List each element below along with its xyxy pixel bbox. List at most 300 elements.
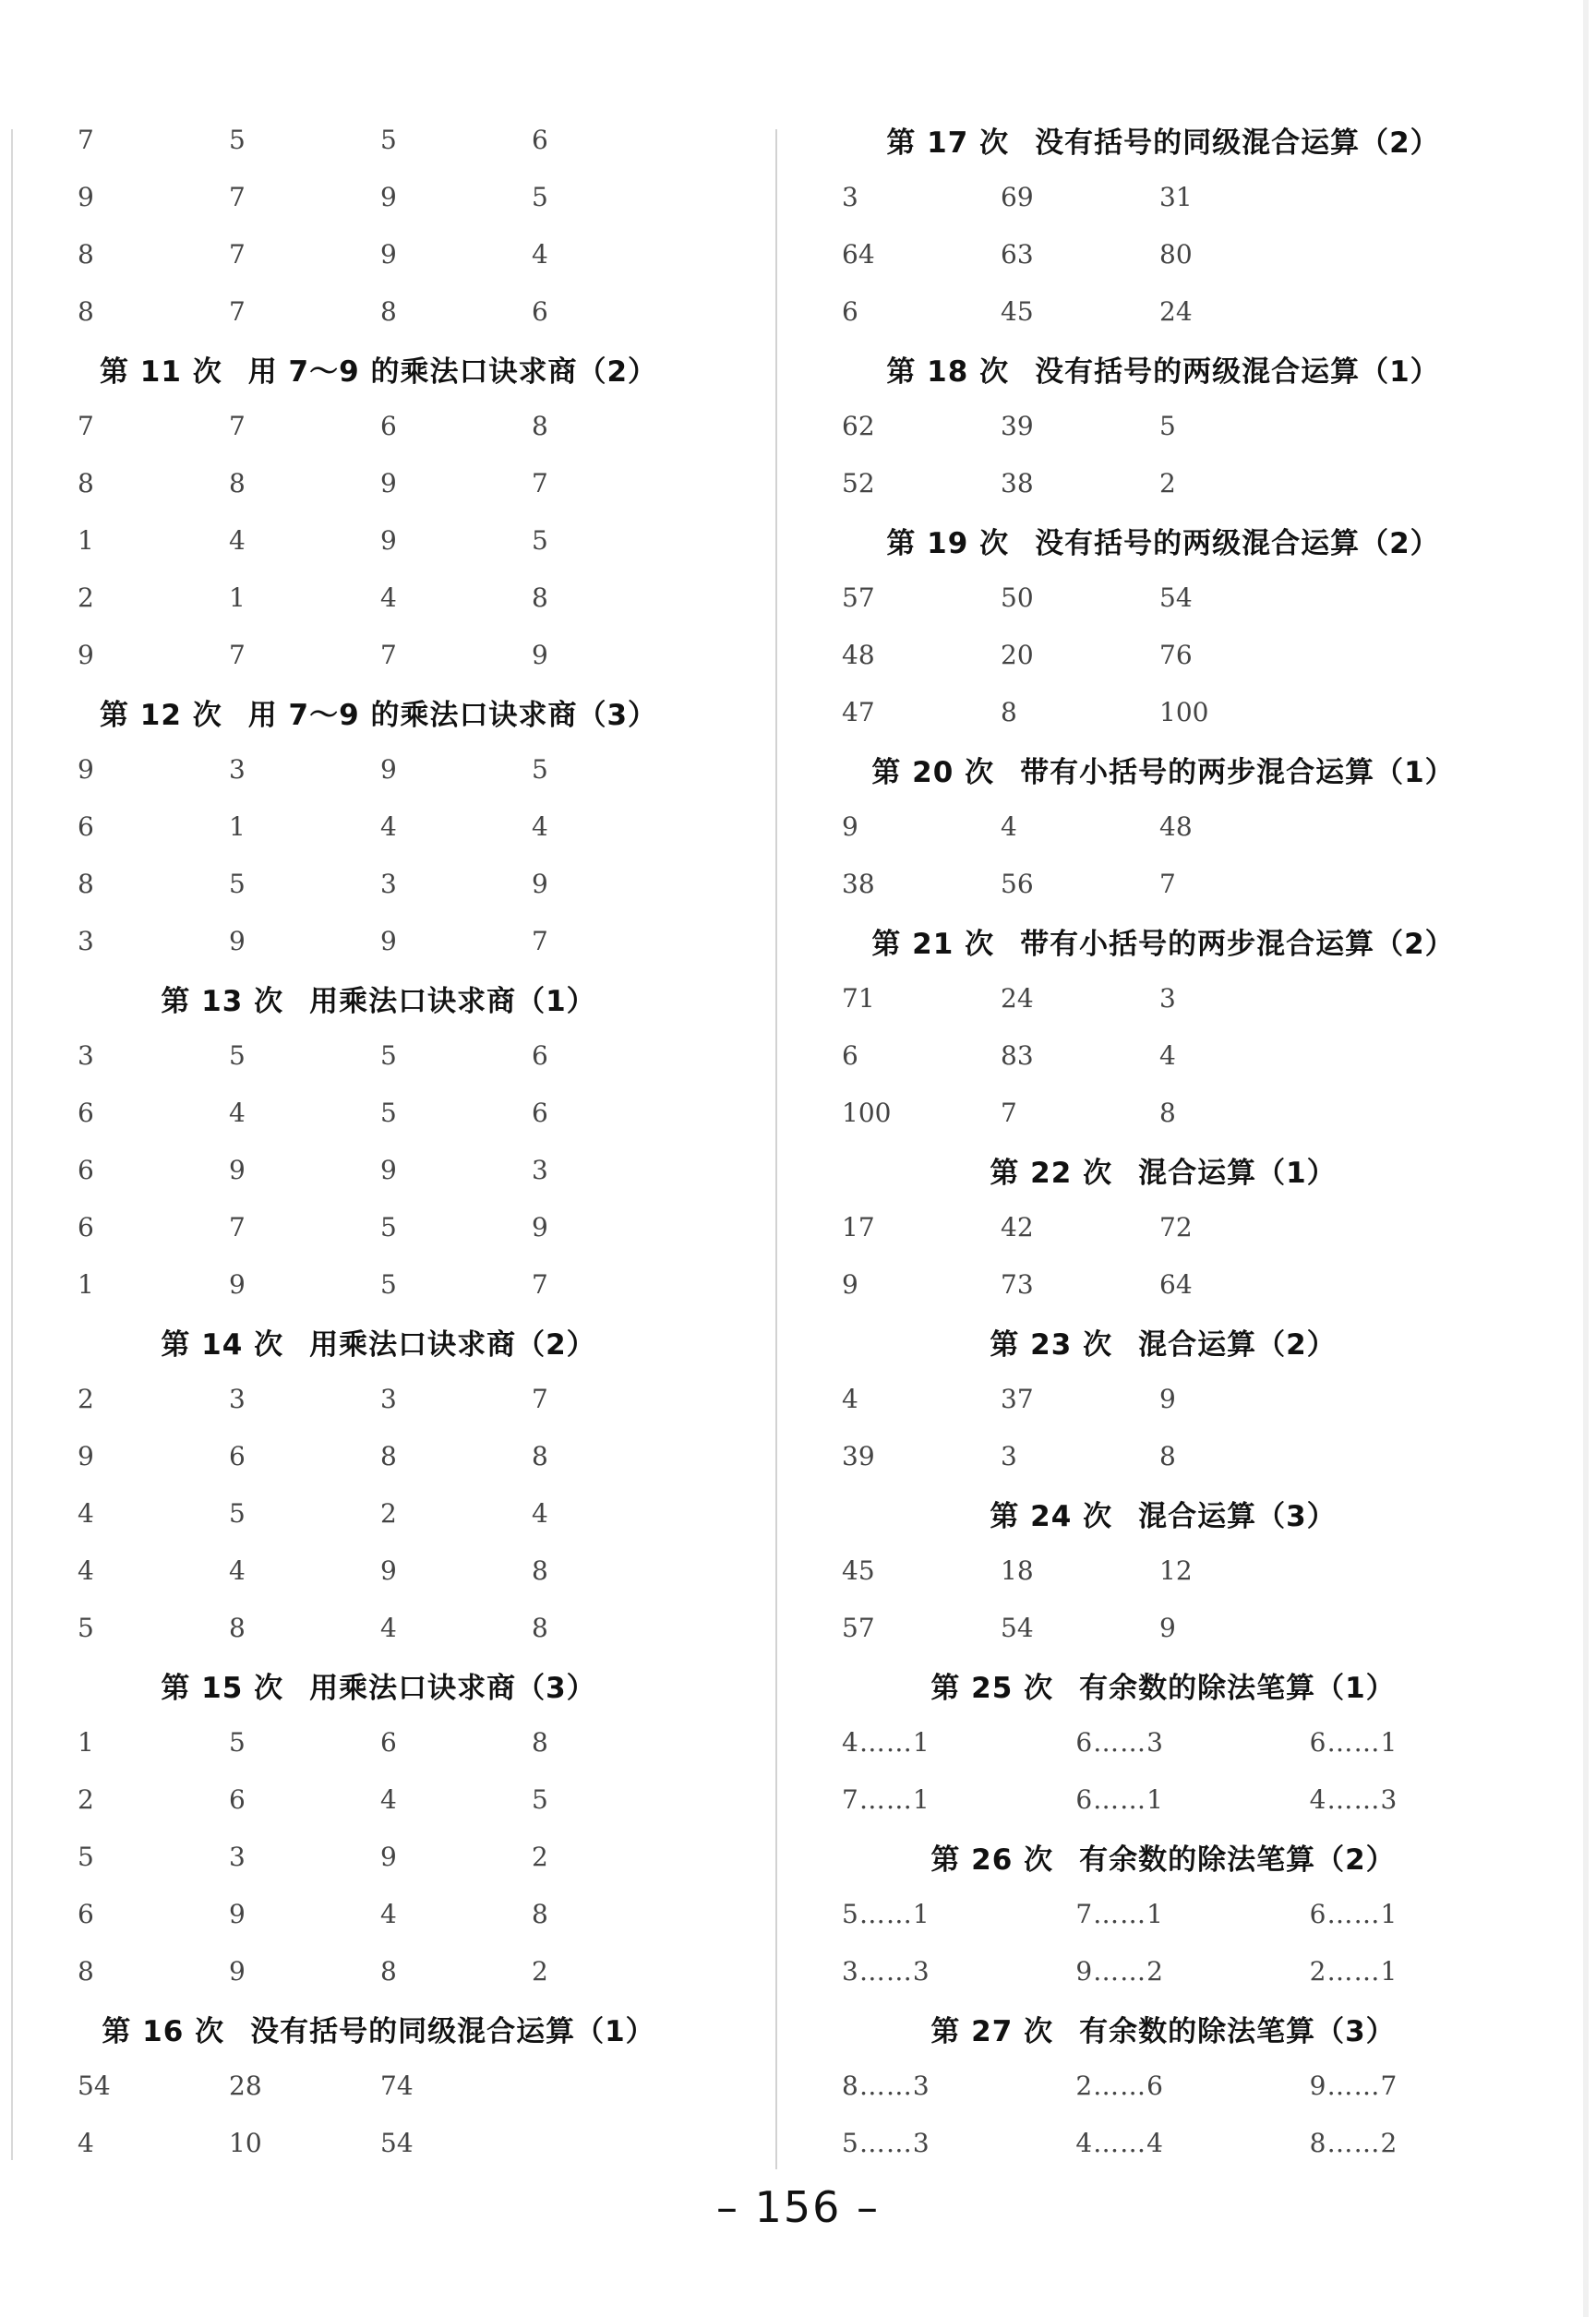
answer-row xyxy=(55,454,702,511)
answer-value: 8……2 xyxy=(1309,2127,1398,2158)
section-heading xyxy=(812,740,1514,798)
answer-value: 54 xyxy=(78,2070,111,2101)
answer-value: 3 xyxy=(1159,982,1176,1014)
answer-value: 9 xyxy=(532,1211,548,1243)
answer-row xyxy=(812,282,1514,340)
answer-row xyxy=(812,225,1514,282)
answer-value: 3 xyxy=(1001,1440,1017,1471)
answer-value: 6 xyxy=(229,1440,246,1471)
answer-value: 4 xyxy=(532,810,548,842)
answer-value: 42 xyxy=(1001,1211,1034,1243)
answer-value: 83 xyxy=(1001,1039,1034,1071)
answer-value: 6 xyxy=(842,1039,858,1071)
answer-row xyxy=(55,1942,702,1999)
answer-value: 9 xyxy=(78,753,94,785)
answer-row xyxy=(55,1255,702,1313)
section-title: 用乘法口诀求商（3） xyxy=(309,1671,596,1705)
answer-value: 38 xyxy=(1001,467,1034,498)
answer-value: 9 xyxy=(532,868,548,899)
answer-row xyxy=(55,855,702,912)
answer-value: 6……1 xyxy=(1309,1726,1398,1758)
right-answer-column xyxy=(812,111,1514,2171)
answer-row xyxy=(812,569,1514,626)
answer-value: 45 xyxy=(842,1555,875,1586)
answer-value: 4 xyxy=(229,524,246,556)
section-title: 混合运算（2） xyxy=(1138,1327,1337,1362)
answer-value: 5 xyxy=(380,1039,397,1071)
page-number: – 156 – xyxy=(715,2182,881,2232)
answer-value: 6 xyxy=(78,810,94,842)
answer-value: 6 xyxy=(78,1898,94,1929)
answer-row xyxy=(812,168,1514,225)
answer-value: 3 xyxy=(532,1154,548,1185)
answer-value: 4……4 xyxy=(1075,2127,1164,2158)
answer-value: 3……3 xyxy=(842,1955,930,1987)
answer-value: 4 xyxy=(842,1383,858,1414)
answer-value: 71 xyxy=(842,982,875,1014)
answer-value: 8……3 xyxy=(842,2070,930,2101)
section-heading xyxy=(812,1828,1514,1885)
answer-value: 8 xyxy=(532,582,548,613)
answer-row xyxy=(55,511,702,569)
answer-value: 5 xyxy=(380,124,397,155)
answer-value: 4 xyxy=(1001,810,1017,842)
answer-value: 8 xyxy=(532,1440,548,1471)
answer-value: 7 xyxy=(229,1211,246,1243)
answer-value: 8 xyxy=(78,467,94,498)
answer-value: 72 xyxy=(1159,1211,1193,1243)
answer-row xyxy=(55,397,702,454)
answer-value: 24 xyxy=(1159,295,1193,327)
answer-value: 4 xyxy=(78,1555,94,1586)
answer-row xyxy=(812,855,1514,912)
section-title: 没有括号的两级混合运算（2） xyxy=(1035,526,1440,560)
answer-value: 8 xyxy=(532,1898,548,1929)
answer-row xyxy=(812,1370,1514,1427)
answer-value: 4……3 xyxy=(1309,1783,1398,1815)
answer-value: 7 xyxy=(380,639,397,670)
section-number: 第 14 次 xyxy=(161,1327,284,1362)
answer-value: 6 xyxy=(229,1783,246,1815)
answer-value: 6 xyxy=(78,1211,94,1243)
answer-value: 2 xyxy=(78,1783,94,1815)
answer-value: 9 xyxy=(380,238,397,270)
answer-value: 3 xyxy=(78,925,94,956)
answer-value: 69 xyxy=(1001,181,1034,212)
answer-value: 47 xyxy=(842,696,875,727)
answer-value: 8 xyxy=(78,238,94,270)
answer-value: 5 xyxy=(229,1726,246,1758)
answer-row xyxy=(55,1484,702,1542)
answer-value: 9 xyxy=(380,1154,397,1185)
answer-value: 39 xyxy=(1001,410,1034,441)
answer-value: 9 xyxy=(380,925,397,956)
section-number: 第 24 次 xyxy=(990,1499,1113,1533)
answer-value: 8 xyxy=(380,1955,397,1987)
answer-value: 7 xyxy=(78,410,94,441)
answer-value: 2 xyxy=(532,1841,548,1872)
answer-row xyxy=(55,282,702,340)
answer-value: 2 xyxy=(78,582,94,613)
answer-value: 18 xyxy=(1001,1555,1034,1586)
answer-value: 73 xyxy=(1001,1268,1034,1300)
answer-row xyxy=(55,168,702,225)
section-title: 带有小括号的两步混合运算（2） xyxy=(1020,927,1455,961)
answer-value: 48 xyxy=(1159,810,1193,842)
answer-value: 38 xyxy=(842,868,875,899)
section-title: 有余数的除法笔算（2） xyxy=(1079,1843,1396,1877)
section-heading xyxy=(812,111,1514,168)
section-number: 第 22 次 xyxy=(990,1156,1113,1190)
answer-value: 9 xyxy=(78,181,94,212)
answer-value: 5 xyxy=(229,868,246,899)
answer-value: 7 xyxy=(532,1268,548,1300)
answer-value: 1 xyxy=(78,1268,94,1300)
answer-value: 64 xyxy=(842,238,875,270)
answer-row xyxy=(55,1599,702,1656)
answer-value: 6 xyxy=(532,295,548,327)
section-heading xyxy=(812,511,1514,569)
answer-value: 54 xyxy=(1159,582,1193,613)
answer-value: 4 xyxy=(532,1497,548,1529)
answer-row xyxy=(55,1828,702,1885)
section-title: 用 7～9 的乘法口诀求商（2） xyxy=(247,354,658,389)
answer-row xyxy=(55,1885,702,1942)
answer-row xyxy=(55,626,702,683)
answer-value: 80 xyxy=(1159,238,1193,270)
answer-value: 5 xyxy=(78,1612,94,1643)
answer-value: 7 xyxy=(229,295,246,327)
section-title: 用乘法口诀求商（1） xyxy=(309,984,596,1018)
answer-value: 6 xyxy=(532,1097,548,1128)
section-number: 第 13 次 xyxy=(161,984,284,1018)
answer-row xyxy=(812,1885,1514,1942)
answer-value: 31 xyxy=(1159,181,1193,212)
answer-value: 63 xyxy=(1001,238,1034,270)
section-title: 混合运算（3） xyxy=(1138,1499,1337,1533)
section-number: 第 20 次 xyxy=(871,755,995,789)
answer-row xyxy=(812,1942,1514,1999)
answer-value: 50 xyxy=(1001,582,1034,613)
answer-value: 6 xyxy=(532,124,548,155)
answer-row xyxy=(812,1771,1514,1828)
section-heading xyxy=(55,969,702,1026)
section-title: 用乘法口诀求商（2） xyxy=(309,1327,596,1362)
answer-value: 7 xyxy=(229,181,246,212)
answer-value: 48 xyxy=(842,639,875,670)
section-number: 第 15 次 xyxy=(161,1671,284,1705)
answer-value: 5 xyxy=(229,1497,246,1529)
answer-value: 3 xyxy=(229,753,246,785)
answer-value: 7 xyxy=(229,639,246,670)
section-number: 第 23 次 xyxy=(990,1327,1113,1362)
section-heading xyxy=(812,1656,1514,1713)
section-heading xyxy=(812,340,1514,397)
section-number: 第 16 次 xyxy=(102,2014,225,2048)
answer-row xyxy=(55,1427,702,1484)
answer-value: 9 xyxy=(380,1841,397,1872)
answer-value: 17 xyxy=(842,1211,875,1243)
answer-value: 3 xyxy=(380,1383,397,1414)
answer-value: 9 xyxy=(380,753,397,785)
answer-value: 8 xyxy=(229,1612,246,1643)
answer-value: 20 xyxy=(1001,639,1034,670)
answer-value: 9……2 xyxy=(1075,1955,1164,1987)
answer-value: 6 xyxy=(78,1154,94,1185)
answer-value: 5 xyxy=(380,1268,397,1300)
answer-value: 6 xyxy=(380,1726,397,1758)
answer-row xyxy=(812,1713,1514,1771)
answer-value: 9 xyxy=(229,1955,246,1987)
answer-value: 9 xyxy=(380,1555,397,1586)
answer-value: 76 xyxy=(1159,639,1193,670)
answer-value: 4 xyxy=(532,238,548,270)
left-answer-column xyxy=(55,111,702,2171)
answer-value: 100 xyxy=(842,1097,892,1128)
page-edge xyxy=(11,129,13,2160)
answer-row xyxy=(812,683,1514,740)
answer-row xyxy=(812,1198,1514,1255)
section-heading xyxy=(55,1313,702,1370)
answer-value: 4……1 xyxy=(842,1726,930,1758)
column-divider xyxy=(775,129,777,2169)
section-heading xyxy=(812,1484,1514,1542)
answer-row xyxy=(55,1026,702,1084)
answer-row xyxy=(55,1084,702,1141)
answer-value: 7 xyxy=(229,238,246,270)
answer-value: 28 xyxy=(229,2070,262,2101)
answer-value: 2 xyxy=(1159,467,1176,498)
answer-value: 5……3 xyxy=(842,2127,930,2158)
answer-value: 8 xyxy=(78,1955,94,1987)
answer-value: 9 xyxy=(842,1268,858,1300)
answer-value: 64 xyxy=(1159,1268,1193,1300)
answer-value: 9 xyxy=(380,181,397,212)
answer-value: 1 xyxy=(229,810,246,842)
section-number: 第 27 次 xyxy=(930,2014,1054,2048)
answer-value: 7 xyxy=(1159,868,1176,899)
answer-value: 1 xyxy=(229,582,246,613)
answer-value: 24 xyxy=(1001,982,1034,1014)
answer-value: 1 xyxy=(78,524,94,556)
answer-value: 57 xyxy=(842,1612,875,1643)
answer-value: 8 xyxy=(380,295,397,327)
answer-value: 8 xyxy=(380,1440,397,1471)
answer-row xyxy=(812,1542,1514,1599)
answer-row xyxy=(55,1713,702,1771)
answer-value: 9 xyxy=(1159,1383,1176,1414)
section-heading xyxy=(812,1313,1514,1370)
answer-value: 3 xyxy=(842,181,858,212)
answer-value: 4 xyxy=(78,1497,94,1529)
answer-row xyxy=(55,1771,702,1828)
answer-value: 3 xyxy=(229,1383,246,1414)
answer-value: 7 xyxy=(78,124,94,155)
answer-value: 7 xyxy=(532,467,548,498)
answer-value: 39 xyxy=(842,1440,875,1471)
answer-row xyxy=(55,912,702,969)
section-number: 第 17 次 xyxy=(886,126,1010,160)
answer-value: 7 xyxy=(532,925,548,956)
answer-value: 5 xyxy=(532,524,548,556)
answer-value: 5……1 xyxy=(842,1898,930,1929)
answer-row xyxy=(812,969,1514,1026)
answer-value: 3 xyxy=(380,868,397,899)
answer-row xyxy=(812,2057,1514,2114)
section-heading xyxy=(55,1656,702,1713)
answer-value: 9 xyxy=(229,1268,246,1300)
answer-value: 8 xyxy=(532,410,548,441)
answer-value: 6……3 xyxy=(1075,1726,1164,1758)
section-heading xyxy=(812,1999,1514,2057)
answer-value: 4 xyxy=(380,1898,397,1929)
answer-value: 5 xyxy=(380,1211,397,1243)
answer-value: 9 xyxy=(229,925,246,956)
answer-row xyxy=(55,111,702,168)
section-number: 第 12 次 xyxy=(99,698,222,732)
answer-value: 9 xyxy=(842,810,858,842)
answer-value: 9 xyxy=(229,1898,246,1929)
answer-value: 4 xyxy=(229,1555,246,1586)
answer-row xyxy=(55,798,702,855)
answer-value: 9 xyxy=(229,1154,246,1185)
answer-row xyxy=(55,225,702,282)
answer-value: 4 xyxy=(380,1783,397,1815)
answer-value: 37 xyxy=(1001,1383,1034,1414)
section-title: 混合运算（1） xyxy=(1138,1156,1337,1190)
section-title: 用 7～9 的乘法口诀求商（3） xyxy=(247,698,658,732)
answer-value: 7 xyxy=(229,410,246,441)
answer-row xyxy=(812,1599,1514,1656)
answer-value: 2 xyxy=(532,1955,548,1987)
answer-row xyxy=(55,1141,702,1198)
answer-row xyxy=(812,397,1514,454)
answer-value: 8 xyxy=(229,467,246,498)
section-number: 第 25 次 xyxy=(930,1671,1054,1705)
answer-row xyxy=(812,798,1514,855)
section-number: 第 18 次 xyxy=(886,354,1010,389)
section-title: 带有小括号的两步混合运算（1） xyxy=(1020,755,1455,789)
answer-value: 57 xyxy=(842,582,875,613)
answer-value: 4 xyxy=(229,1097,246,1128)
answer-row xyxy=(55,1370,702,1427)
answer-value: 9 xyxy=(380,524,397,556)
answer-row xyxy=(812,1026,1514,1084)
answer-row xyxy=(55,2057,702,2114)
answer-row xyxy=(812,1427,1514,1484)
answer-value: 4 xyxy=(380,582,397,613)
section-heading xyxy=(812,912,1514,969)
answer-value: 8 xyxy=(1159,1440,1176,1471)
answer-value: 9 xyxy=(1159,1612,1176,1643)
answer-value: 56 xyxy=(1001,868,1034,899)
answer-value: 5 xyxy=(532,753,548,785)
answer-value: 8 xyxy=(532,1555,548,1586)
answer-row xyxy=(812,454,1514,511)
section-number: 第 26 次 xyxy=(930,1843,1054,1877)
answer-value: 5 xyxy=(78,1841,94,1872)
answer-value: 4 xyxy=(380,1612,397,1643)
answer-value: 12 xyxy=(1159,1555,1193,1586)
answer-value: 3 xyxy=(78,1039,94,1071)
section-number: 第 21 次 xyxy=(871,927,995,961)
answer-value: 4 xyxy=(78,2127,94,2158)
section-heading xyxy=(55,1999,702,2057)
answer-value: 8 xyxy=(532,1726,548,1758)
answer-value: 54 xyxy=(380,2127,414,2158)
answer-value: 9 xyxy=(380,467,397,498)
section-heading xyxy=(55,340,702,397)
answer-value: 2 xyxy=(78,1383,94,1414)
answer-value: 5 xyxy=(229,1039,246,1071)
section-number: 第 11 次 xyxy=(99,354,222,389)
answer-value: 9 xyxy=(532,639,548,670)
answer-value: 6 xyxy=(842,295,858,327)
answer-row xyxy=(55,569,702,626)
answer-value: 5 xyxy=(1159,410,1176,441)
answer-value: 9 xyxy=(78,639,94,670)
section-heading xyxy=(55,683,702,740)
answer-value: 7……1 xyxy=(842,1783,930,1815)
answer-value: 5 xyxy=(532,181,548,212)
answer-value: 8 xyxy=(1001,696,1017,727)
section-title: 有余数的除法笔算（1） xyxy=(1079,1671,1396,1705)
section-title: 有余数的除法笔算（3） xyxy=(1079,2014,1396,2048)
answer-value: 8 xyxy=(1159,1097,1176,1128)
answer-row xyxy=(812,2114,1514,2171)
answer-value: 2……1 xyxy=(1309,1955,1398,1987)
answer-row xyxy=(55,740,702,798)
answer-value: 9……7 xyxy=(1309,2070,1398,2101)
answer-value: 7 xyxy=(532,1383,548,1414)
page-edge-shadow xyxy=(1583,0,1589,2317)
answer-value: 8 xyxy=(532,1612,548,1643)
answer-value: 6 xyxy=(380,410,397,441)
answer-value: 9 xyxy=(78,1440,94,1471)
answer-value: 4 xyxy=(1159,1039,1176,1071)
answer-value: 10 xyxy=(229,2127,262,2158)
answer-row xyxy=(812,626,1514,683)
answer-value: 2……6 xyxy=(1075,2070,1164,2101)
answer-row xyxy=(812,1084,1514,1141)
answer-value: 6……1 xyxy=(1309,1898,1398,1929)
answer-value: 4 xyxy=(380,810,397,842)
answer-row xyxy=(55,1542,702,1599)
answer-value: 6……1 xyxy=(1075,1783,1164,1815)
answer-value: 62 xyxy=(842,410,875,441)
answer-value: 45 xyxy=(1001,295,1034,327)
answer-value: 8 xyxy=(78,295,94,327)
section-heading xyxy=(812,1141,1514,1198)
section-title: 没有括号的同级混合运算（1） xyxy=(250,2014,655,2048)
answer-value: 5 xyxy=(532,1783,548,1815)
answer-value: 2 xyxy=(380,1497,397,1529)
answer-value: 52 xyxy=(842,467,875,498)
answer-value: 1 xyxy=(78,1726,94,1758)
answer-row xyxy=(55,2114,702,2171)
answer-value: 5 xyxy=(229,124,246,155)
answer-value: 3 xyxy=(229,1841,246,1872)
answer-value: 74 xyxy=(380,2070,414,2101)
section-number: 第 19 次 xyxy=(886,526,1010,560)
answer-value: 100 xyxy=(1159,696,1209,727)
answer-value: 7……1 xyxy=(1075,1898,1164,1929)
section-title: 没有括号的同级混合运算（2） xyxy=(1035,126,1440,160)
answer-value: 5 xyxy=(380,1097,397,1128)
answer-value: 6 xyxy=(78,1097,94,1128)
answer-value: 6 xyxy=(532,1039,548,1071)
answer-value: 54 xyxy=(1001,1612,1034,1643)
